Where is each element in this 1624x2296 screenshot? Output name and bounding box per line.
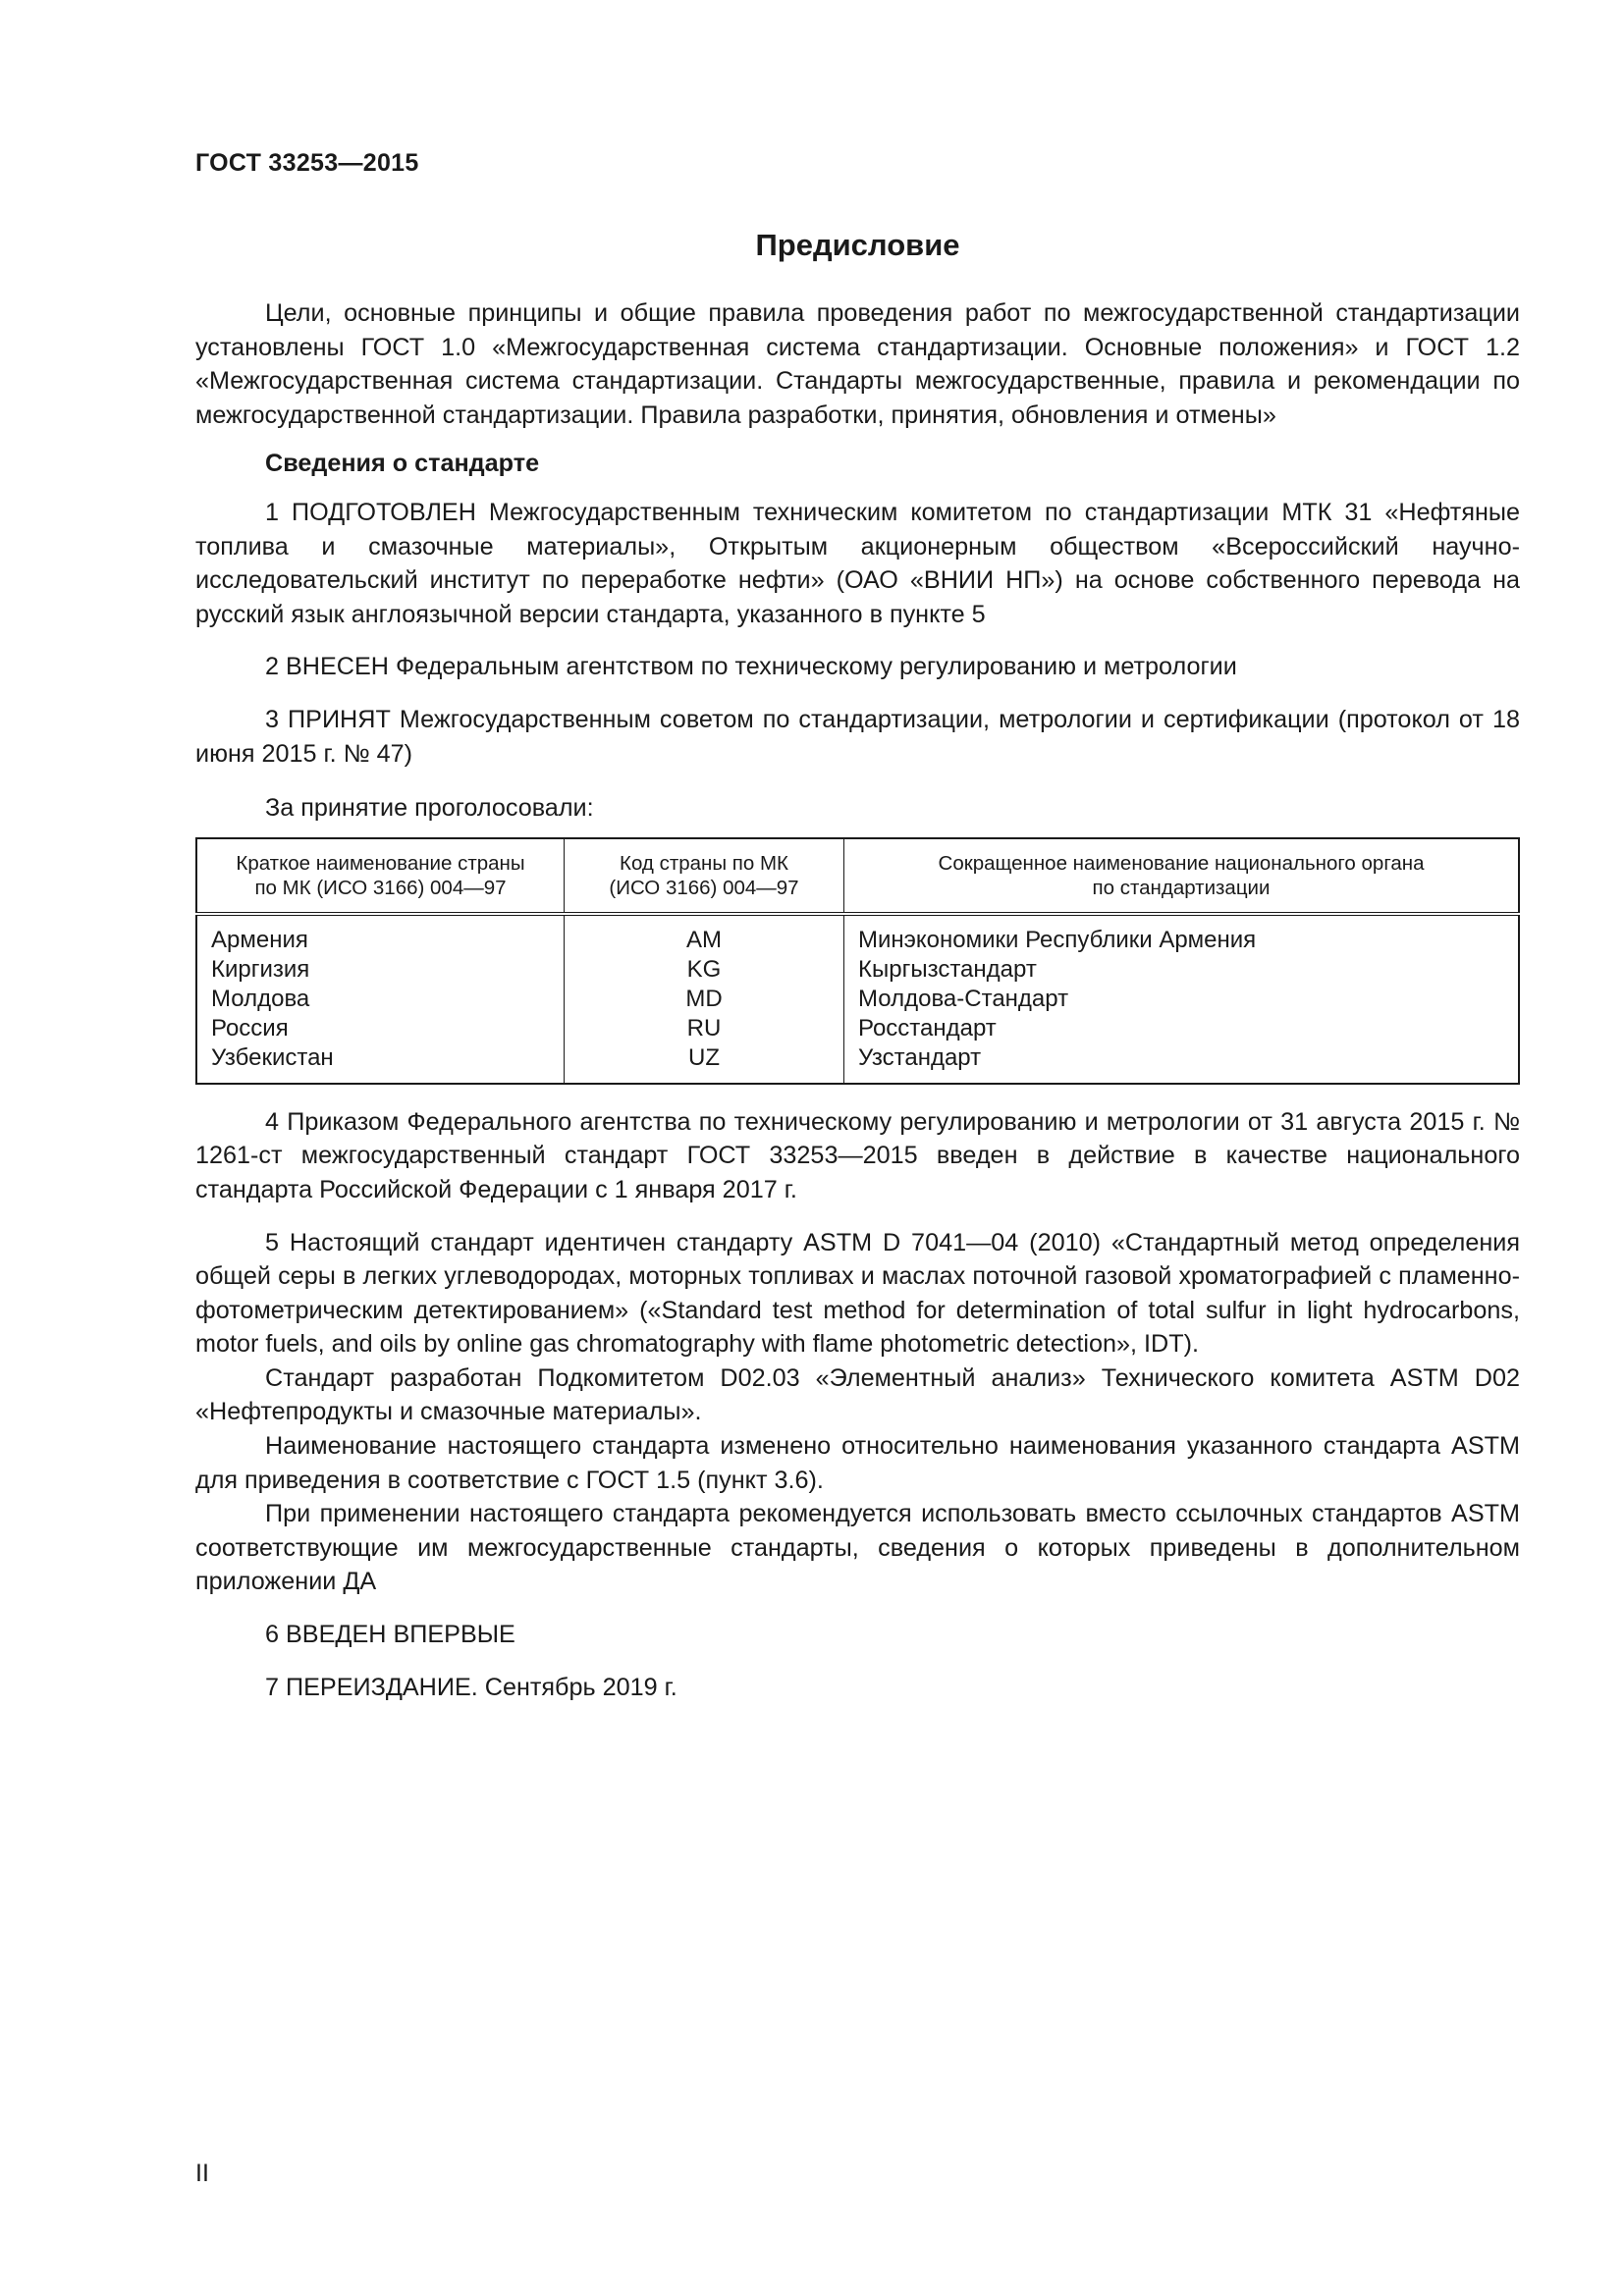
table-header-row [196, 838, 1519, 914]
standards-body: Узстандарт [858, 1043, 982, 1071]
item-2-paragraph: 2 ВНЕСЕН Федеральным агентством по техническому регулированию и метрологии [265, 653, 1237, 681]
table-cell-codes [565, 914, 844, 1084]
standards-body: Минэкономики Республики Армения [858, 926, 1257, 953]
country-name: Узбекистан [211, 1043, 334, 1071]
item-5-developer-paragraph: Стандарт разработан Подкомитетом D02.03 «Элементный анализ» Технического комитета ASTM D02 «Нефтепродукты и смазочные материалы». [195, 1363, 1520, 1426]
country-code: RU [686, 1014, 722, 1041]
country-name: Россия [211, 1014, 289, 1041]
table-header-country: Краткое наименование страны по МК (ИСО 3166) 004—97 [196, 838, 565, 914]
document-code: ГОСТ 33253—2015 [195, 149, 419, 177]
table-header-code: Код страны по МК (ИСО 3166) 004—97 [565, 838, 844, 914]
document-page [195, 0, 1520, 2296]
section-subheading: Сведения о стандарте [265, 450, 540, 478]
country-name: Армения [211, 926, 308, 953]
intro-paragraph: Цели, основные принципы и общие правила проведения работ по межгосударственной стандартизации установлены ГОСТ 1.0 «Межгосударственная система стандартизации. Основные положения» и ГОСТ 1.2 «Межгосударственная система стандартизации. Стандарты межгосударственные, правила и рекомендации по межгосударственной стандартизации. Правила разработки, принятия, обновления и отмены» [195, 299, 1520, 429]
item-5-references-paragraph: При применении настоящего стандарта рекомендуется использовать вместо ссылочных стандартов ASTM соответствующие им межгосударственные стандарты, сведения о которых приведены в дополнительном приложении ДА [195, 1500, 1520, 1596]
country-name: Киргизия [211, 955, 310, 983]
page-title: Предисловие [755, 228, 960, 262]
vote-label: За принятие проголосовали: [265, 794, 594, 823]
voting-table [195, 837, 1520, 1085]
table-row [196, 914, 1519, 1084]
country-code: AM [686, 926, 722, 953]
country-name: Молдова [211, 985, 310, 1012]
item-5-paragraph: 5 Настоящий стандарт идентичен стандарту ASTM D 7041—04 (2010) «Стандартный метод определения общей серы в легких углеводородах, моторных топливах и маслах поточной газовой хроматографией с пламенно-фотометрическим детектированием» («Standard test method for determination of total sulfur in light hydrocarbons, motor fuels, and oils by online gas chromatography with flame photometric detection», IDT). [195, 1228, 1520, 1359]
document-body [195, 296, 1520, 1704]
standards-body: Молдова-Стандарт [858, 985, 1069, 1012]
item-3-paragraph: 3 ПРИНЯТ Межгосударственным советом по стандартизации, метрологии и сертификации (протокол от 18 июня 2015 г. № 47) [195, 705, 1520, 768]
item-5-title-change-paragraph: Наименование настоящего стандарта изменено относительно наименования указанного стандарта ASTM для приведения в соответствие с ГОСТ 1.5 (пункт 3.6). [195, 1432, 1520, 1494]
table-cell-countries [196, 914, 565, 1084]
standards-body: Кыргызстандарт [858, 955, 1037, 983]
country-code: MD [685, 985, 723, 1012]
country-code: UZ [688, 1043, 720, 1071]
table-header-body: Сокращенное наименование национального органа по стандартизации [844, 838, 1520, 914]
table-cell-bodies [844, 914, 1520, 1084]
standards-body: Росстандарт [858, 1014, 997, 1041]
item-1-paragraph: 1 ПОДГОТОВЛЕН Межгосударственным техническим комитетом по стандартизации МТК 31 «Нефтяные топлива и смазочные материалы», Открытым акционерным обществом «Всероссийский научно-исследовательский институт по переработке нефти» (ОАО «ВНИИ НП») на основе собственного перевода на русский язык англоязычной версии стандарта, указанного в пункте 5 [195, 498, 1520, 628]
item-7-paragraph: 7 ПЕРЕИЗДАНИЕ. Сентябрь 2019 г. [265, 1673, 677, 1701]
item-4-paragraph: 4 Приказом Федерального агентства по техническому регулированию и метрологии от 31 августа 2015 г. № 1261-ст межгосударственный стандарт ГОСТ 33253—2015 введен в действие в качестве национального стандарта Российской Федерации с 1 января 2017 г. [195, 1107, 1520, 1203]
country-code: KG [686, 955, 722, 983]
item-6-paragraph: 6 ВВЕДЕН ВПЕРВЫЕ [265, 1621, 515, 1649]
page-number: II [195, 2160, 209, 2187]
